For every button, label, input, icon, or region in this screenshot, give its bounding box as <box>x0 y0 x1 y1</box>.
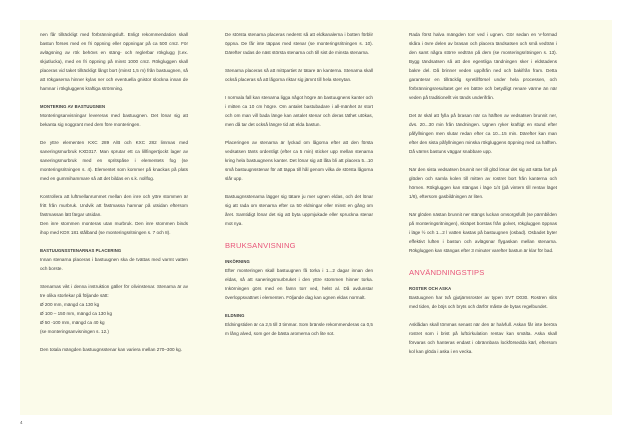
column-3 <box>409 30 557 365</box>
paragraph: nen får tillräckligt med förbränningsluft. Enligt rekommendation skall bastun förses med en fri öppning eller öppningar på ca 500 cm2. För avlägsning av rök behövs en stäng- och reglerbar rökglugg (t.ex. skjutlucka), med en fri öppning på minst 1000 cm2. Rökgluggen skall placeras vid taket tillräckligt långt bort (minst 1,5 m) från bastuugnen, så att rökgaserna hinner kylas ner och eventuella gnistor slocknа innan de hamnar i rökgluggens kraftiga strömning. <box>40 32 188 91</box>
paragraph: Det är skäl att fylla på brasan när ca hälften av vedsatsen brunnit ner, dvs. 20...30 min från tändningen. Ugnen ryker kraftigt en stund efter påfyllningen men slutar redan efter ca 10...15 min. Därefter kan man efter den sista påfyllningen minska rökgluggens öppning med ca hälften. Då värms bastuns väggar snabbare upp. <box>409 113 557 154</box>
section-heading-bruksanvisning: BRUKSANVISNING <box>225 241 296 250</box>
paragraph: Monteringsanvisningar levereras med bastuugnen. Det lönar sig att bekanta sig noggrant med dem före monteringen. <box>40 113 188 127</box>
paragraph: Kontrollera att luftmellanrummet mellan den inre och yttre stommen är fritt från murbruk. Undvik att fästmassa hamnar på utsidan eftersom fästmassan lätt färgar utsidan. <box>40 194 188 217</box>
paragraph: I normala fall kan stenarna ligga något högre än bastuugnens kanter och i mitten ca 10 cm högre. Om antalet bastubadare i all-mänhet är stort och om man vill bada länge kan antalet stenar och deras täthet utökas, men då tar det också längre tid att elda bastun. <box>225 95 373 127</box>
paragraph: De yttre elementen KXC 289 A/B och KXC 282 limmas med saneringsmurbruk KXD317. Man sprutar ett ca lillfingertjockt lager av saneringsmurbruk med en spritspåse i elementets fog (se monteringsritningen s. 4). Elementet som kommer på knackas på plats med en gummihammare så att det bildas en s.k. nollfog. <box>40 140 188 181</box>
paragraph: Bastuugnsstenarna lägger sig tätare ju mer ugnen eldas, och det lönar sig att rada om stenarna efter ca 50 eldningar eller minst en gång om året. Samtidigt lönar det sig att byta uppmjukade eller spruckna stenar mot nya. <box>225 194 373 226</box>
subheading-montering: MONTERING AV BASTUUGNEN <box>40 104 106 109</box>
list-item: Ø 100 – 150 mm, mängd ca 130 kg <box>40 311 113 316</box>
paragraph: Stenarnas vikt i denna instruktion gäller för olivinstenar. Stenarna är av tre olika storlekar på följande sätt: <box>40 284 188 298</box>
paragraph: Efter monteringen skall bastuugnen få torka i 1...2 dagar innan den eldas, så att saneringsmurbruket i den yttre stommen hinner torka. Inkörningen görs med en famn torr ved, helst al. Då avdunstar överloppsvattnet i elementen. Följande dag kan ugnen eldas normalt. <box>225 268 373 300</box>
paragraph: Placeringen av stenarna är lyckad om lågorna efter att den första vedsatsen tänts ordentligt (efter ca 5 min) sticker upp mellan stenarna kring hela bastuugnens kanter. Det lönar sig att låta bli att placera 5...10 små bastuugnsstenar för att täppa till hål genom vilka de största lågorna slår upp. <box>225 140 373 181</box>
list-item: (se monteringsanvisningen s. 12.) <box>40 329 109 334</box>
paragraph: De största stenarna placeras nederst så att eldkanalerna i botten förblir öppna. De får inte täppas med stenar (se monteringsritningen s. 10). Därefter radas de näst största stenarna och till sist de minsta stenarna. <box>225 32 373 55</box>
subheading-placering: BASTUUGNSSTENARNAS PLACERING <box>40 248 122 253</box>
list-item: Ø 200 mm, mängd ca 130 kg <box>40 302 100 307</box>
paragraph: Rada först halva mängden torr ved i ugnen. Gör sedan en V-formad skåra i övre delen av brasan och placera tändsatsen och små vedträn i den samt några större vedträn på dem (se monteringsritningen s. 13). Bygg tändsatsen så att den egentliga tändningen sker i eldstadens bakre del. Då brinner veden uppifrån ned och bakifrån fram. Detta garanterar en tillräcklig syretillförsel under hela processen, och förbränningsresultatet ger en bättre och betydligt renare värme än när veden på traditionellt vis tänds underifrån. <box>409 32 557 100</box>
column-2 <box>225 30 373 347</box>
paragraph: Den inre stommen monteras utan murbruk. Den inre stommen binds ihop med KDX 181 stålband (se monteringsritningen s. 7 och 8). <box>40 221 188 235</box>
subheading-eldning: ELDNING <box>225 313 245 318</box>
paragraph: Asklådan skall tömmas senast när den är halvfull. Askan får inte beröra rostret som i brist på luftcirkulation rentav kan smälta. Aska skall förvaras och hanteras endast i obrännbara lockförsedda kärl, eftersom kol kan glöda i aska i en vecka. <box>409 322 557 354</box>
paragraph: Den totala mängden bastuugnsstenar kan variera mellan 270–300 kg. <box>40 347 182 352</box>
column-1 <box>40 30 188 363</box>
paragraph: När den sista vedsatsen brunnit ner till glöd lönar det sig att sätta fart på glöden och samla kolen till mitten av rostret bort från kanterna och hörnen. Rökgluggen kan stängas i läge 1/4 (på vintern till rentav läget 1/8), eftersom gasbildningen är liten. <box>409 167 557 199</box>
paragraph: Stenarna placeras så att mittpartiet är tätare än kanterna. Stenarna skall också placeras så att lågorna riktar sig jämnt till hela stenytan. <box>225 68 373 82</box>
paragraph: Innan stenarna placeras i bastuugnen ska de tvättas med varmt vatten och borste. <box>40 257 188 271</box>
section-heading-anvandningstips: ANVÄNDNINGSTIPS <box>409 268 485 277</box>
list-item: Ø 50 -100 mm, mängd ca 40 kg <box>40 320 105 325</box>
page-number: 4 <box>20 420 23 425</box>
stone-size-list <box>40 300 188 336</box>
paragraph: Eldningstiden är ca 2,5 till 3 timmar. Som bränsle rekommenderas ca 0,5 m lång alved, som ger de bästa aromerna och lite sot. <box>225 322 373 336</box>
paragraph: När glöden nästan brunnit ner stängs luckan omsorgsfullt (se pärmbilden på monteringsritningen), skräpet borstas från golvet, rökgluggen öppnas i läge ½ och 1...2 l vatten kastas på bastuugnen (osbad). Osbadet byter effektivt luften i bastun och avlägsnar flygaskan mellan stenarna. Rökgluggen kan stängas efter 3 minuter varefter bastun är klar för bad. <box>409 212 557 253</box>
subheading-roster-och-aska: ROSTER OCH ASKA <box>409 286 452 291</box>
subheading-inkorning: INKÖRNING <box>225 259 250 264</box>
paragraph: Bastuugnen har två gjutjärnsroster av typen SVT D030. Rostren slits med tiden, de böjs och bryts och därför måste de bytas regelbundet. <box>409 295 557 309</box>
